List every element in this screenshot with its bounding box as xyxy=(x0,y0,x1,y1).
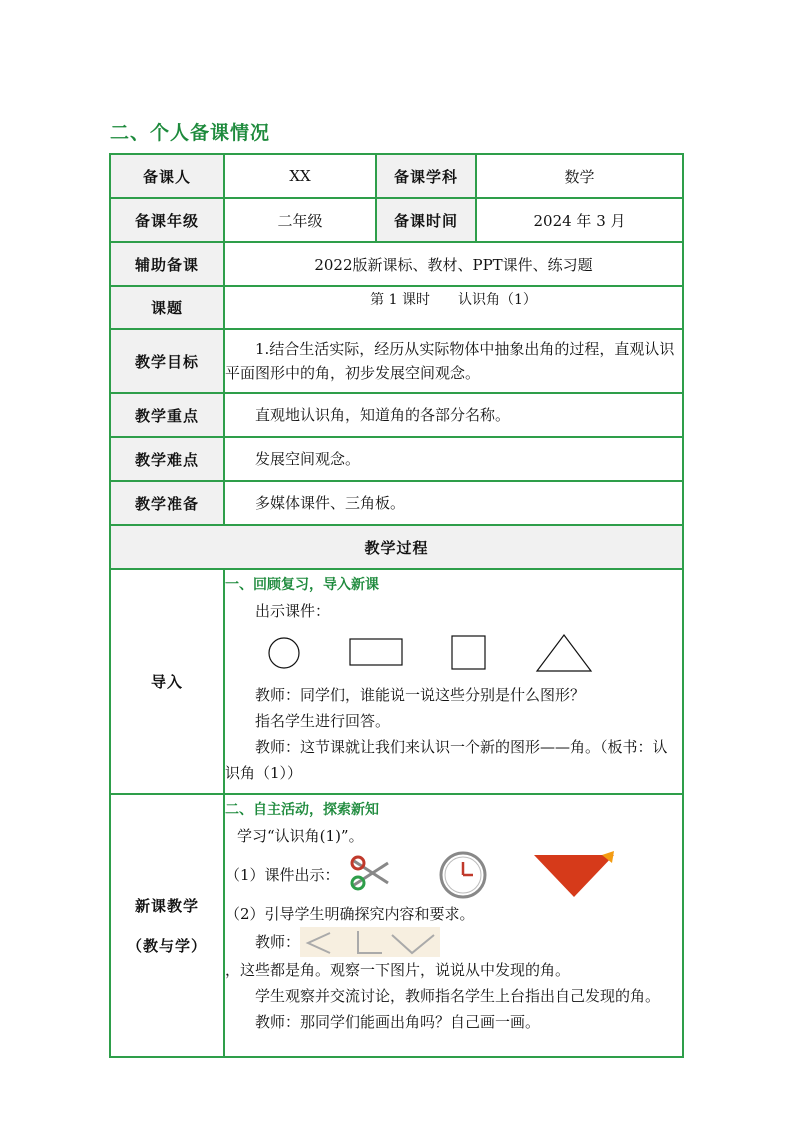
section-title: 二、个人备课情况 xyxy=(110,122,271,144)
difficult-value: 发展空间观念。 xyxy=(224,437,683,481)
angles-figure xyxy=(300,927,440,957)
shape-figures xyxy=(225,624,682,682)
preparer-label: 备课人 xyxy=(110,154,224,198)
clock-icon xyxy=(438,850,488,900)
aux-label: 辅助备课 xyxy=(110,242,224,286)
row-key xyxy=(110,393,683,437)
intro-label: 导入 xyxy=(110,569,224,794)
row-difficult xyxy=(110,437,683,481)
prep-value: 多媒体课件、三角板。 xyxy=(224,481,683,525)
new-lesson-line6: 教师：那同学们能画出角吗？自己画一画。 xyxy=(255,1013,541,1031)
new-lesson-heading: 二、自主活动，探索新知 xyxy=(225,802,379,818)
new-lesson-line4a: 教师： xyxy=(255,933,301,951)
row-process xyxy=(110,525,683,569)
grade-value: 二年级 xyxy=(224,198,376,242)
topic-value: 第 1 课时 认识角（1） xyxy=(224,286,683,329)
row-prep xyxy=(110,481,683,525)
square-figure xyxy=(451,635,487,671)
intro-line4: 教师：这节课就让我们来认识一个新的图形——角。（板书：认识角（1）） xyxy=(225,738,668,782)
row-intro xyxy=(110,569,683,794)
intro-line2: 教师：同学们，谁能说一说这些分别是什么图形？ xyxy=(255,686,586,704)
red-scarf-icon xyxy=(532,849,616,901)
triangle-figure xyxy=(535,633,593,673)
key-value: 直观地认识角，知道角的各部分名称。 xyxy=(224,393,683,437)
intro-content xyxy=(224,569,683,794)
new-lesson-line4b: ，这些都是角。观察一下图片，说说从中发现的角。 xyxy=(225,961,571,979)
new-lesson-label-2: （教与学） xyxy=(126,936,207,955)
goal-value: 1.结合生活实际，经历从实际物体中抽象出角的过程，直观认识平面图形中的角，初步发展空间观念。 xyxy=(224,329,683,393)
grade-label: 备课年级 xyxy=(110,198,224,242)
subject-value: 数学 xyxy=(476,154,683,198)
new-lesson-label xyxy=(110,794,224,1057)
row-topic xyxy=(110,286,683,329)
intro-heading: 一、回顾复习，导入新课 xyxy=(225,577,379,593)
key-label: 教学重点 xyxy=(110,393,224,437)
process-header: 教学过程 xyxy=(110,525,683,569)
subject-label: 备课学科 xyxy=(376,154,476,198)
time-label: 备课时间 xyxy=(376,198,476,242)
scissors-icon xyxy=(348,853,398,897)
new-lesson-line3: （2）引导学生明确探究内容和要求。 xyxy=(225,905,475,923)
prep-label: 教学准备 xyxy=(110,481,224,525)
new-lesson-line2: （1）课件出示： xyxy=(225,866,340,884)
difficult-label: 教学难点 xyxy=(110,437,224,481)
preparer-value: XX xyxy=(224,154,376,198)
courseware-pictures xyxy=(225,849,682,901)
new-lesson-label-1: 新课教学 xyxy=(134,896,199,915)
new-lesson-line1: 学习“认识角(1)”。 xyxy=(237,827,364,845)
row-grade xyxy=(110,198,683,242)
rectangle-figure xyxy=(349,638,403,668)
row-aux xyxy=(110,242,683,286)
row-goal xyxy=(110,329,683,393)
new-lesson-content xyxy=(224,794,683,1057)
new-lesson-line4 xyxy=(225,927,682,957)
aux-value: 2022版新课标、教材、PPT课件、练习题 xyxy=(224,242,683,286)
goal-label: 教学目标 xyxy=(110,329,224,393)
new-lesson-line5: 学生观察并交流讨论，教师指名学生上台指出自己发现的角。 xyxy=(255,987,661,1005)
intro-line3: 指名学生进行回答。 xyxy=(255,712,391,730)
intro-line1: 出示课件： xyxy=(255,602,331,620)
row-new-lesson xyxy=(110,794,683,1057)
row-preparer xyxy=(110,154,683,198)
time-value: 2024 年 3 月 xyxy=(476,198,683,242)
topic-label: 课题 xyxy=(110,286,224,329)
lesson-plan-table xyxy=(109,153,684,1058)
circle-figure xyxy=(267,636,301,670)
